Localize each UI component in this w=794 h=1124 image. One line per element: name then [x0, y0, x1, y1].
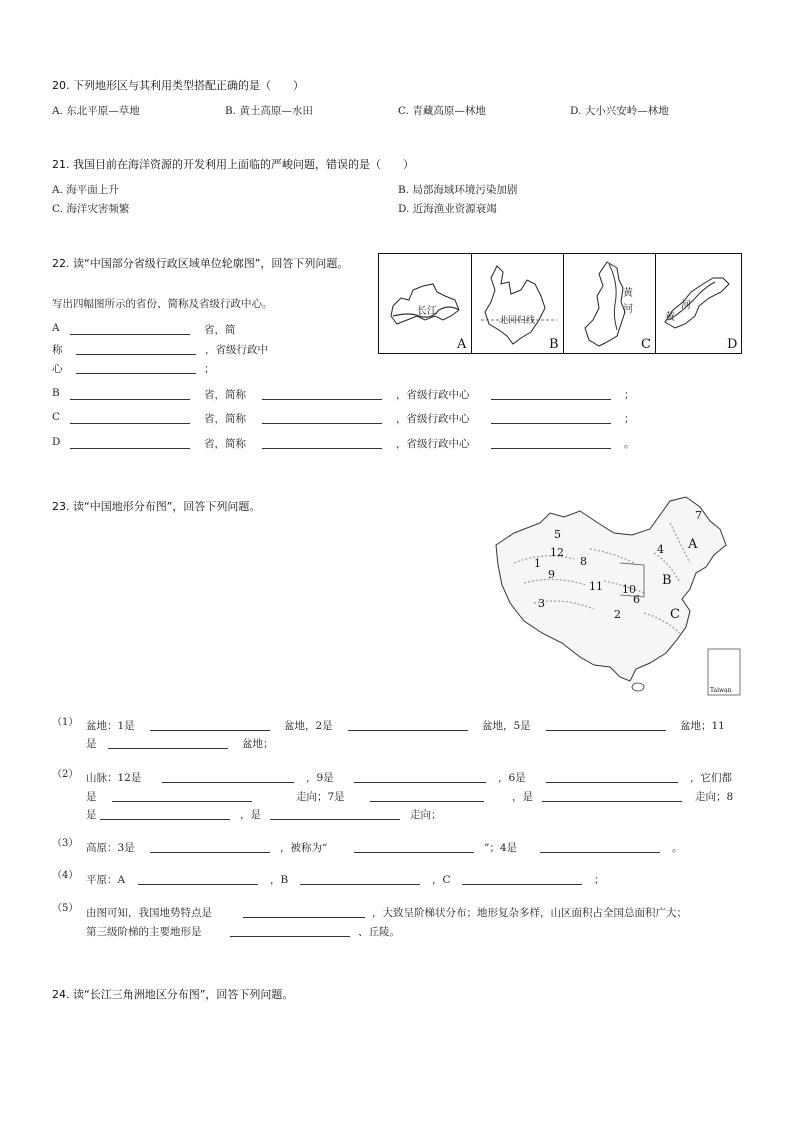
q23-p1-t6: 盆地； — [242, 738, 274, 750]
q23-p2-t4: ，它们都 — [690, 772, 732, 784]
q22-row-b-label: B — [52, 387, 60, 399]
map-a-letter: A — [457, 337, 467, 352]
q23-p2-t1: 山脉：12是 — [86, 772, 142, 784]
q23-p2-t9: 是 — [86, 809, 97, 821]
q23-p5-blank-1[interactable] — [243, 917, 365, 918]
map-number-10: 10 — [622, 583, 636, 596]
q21-option-c: C. 海洋灾害频繁 — [52, 203, 130, 215]
q22-d-province-blank[interactable] — [70, 448, 190, 449]
q23-p3-t2: ，被称为“ — [280, 842, 328, 854]
map-d-letter: D — [727, 337, 738, 352]
map-letter-a: A — [688, 537, 698, 552]
q23-p2-blank-6[interactable] — [542, 801, 682, 802]
map-b-line-label: 北回归线 — [499, 316, 536, 326]
map-letter-b: B — [662, 573, 672, 588]
q23-p2-t2: ，9是 — [306, 772, 334, 784]
q22-row-d-center: ，省级行政中心 — [396, 438, 470, 450]
q22-row-c-sheng: 省，简称 — [204, 413, 246, 425]
q22-b-province-blank[interactable] — [70, 399, 190, 400]
q23-part3-num: （3） — [52, 838, 79, 849]
map-number-9: 9 — [548, 568, 555, 581]
q24-stem: 24. 读“长江三角洲地区分布图”，回答下列问题。 — [52, 988, 294, 1001]
map-d-river-label-2: 黄 — [665, 312, 675, 323]
q23-p3-t1: 高原：3是 — [86, 842, 135, 854]
q23-p2-t8: 走向；8 — [695, 791, 734, 803]
map-number-6: 6 — [633, 593, 640, 606]
q23-p1-blank-1[interactable] — [150, 730, 270, 731]
q22-c-capital-blank[interactable] — [491, 423, 611, 424]
map-d-river-label-1: 河 — [681, 300, 691, 311]
q22-row-c-label: C — [52, 411, 61, 423]
q23-p2-t10: ，是 — [240, 809, 261, 821]
q23-p4-blank-a[interactable] — [138, 884, 258, 885]
map-number-12: 12 — [550, 546, 564, 559]
q23-p5-t4: 、丘陵。 — [358, 926, 400, 938]
q23-p2-blank-1[interactable] — [162, 782, 294, 783]
q23-p2-blank-4[interactable] — [112, 801, 252, 802]
q23-p5-t3: 第三级阶梯的主要地形是 — [86, 926, 202, 938]
q23-p3-blank-1[interactable] — [150, 852, 270, 853]
q22-row-d-end: 。 — [624, 438, 635, 450]
q23-p3-blank-3[interactable] — [540, 852, 660, 853]
q23-p2-blank-2[interactable] — [354, 782, 486, 783]
q23-p4-t1: 平原：A — [86, 874, 126, 886]
q22-b-capital-blank[interactable] — [491, 399, 611, 400]
map-panel-d — [655, 254, 741, 353]
q23-p2-t11: 走向； — [410, 809, 442, 821]
q22-d-abbr-blank[interactable] — [262, 448, 382, 449]
q22-a-abbr-blank[interactable] — [76, 354, 196, 355]
q22-row-a-label: A — [52, 322, 60, 334]
q21-option-a: A. 海平面上升 — [52, 184, 119, 196]
q23-p4-t4: ； — [594, 874, 605, 886]
q21-option-b: B. 局部海域环境污染加剧 — [398, 184, 518, 196]
q23-p1-t4: 盆地；11 — [680, 720, 725, 732]
q23-part5-num: （5） — [52, 903, 79, 914]
map-panel-c — [563, 254, 656, 353]
q23-stem: 23. 读“中国地形分布图”，回答下列问题。 — [52, 500, 261, 513]
map-number-3: 3 — [538, 597, 545, 610]
q23-p5-t2: ，大致呈阶梯状分布；地形复杂多样，山区面积占全国总面积广大； — [372, 907, 687, 919]
q23-p1-t5: 是 — [86, 738, 97, 750]
q23-p5-blank-2[interactable] — [230, 936, 350, 937]
map-number-5: 5 — [554, 528, 561, 541]
q23-p5-t1: 由图可知，我国地势特点是 — [86, 907, 212, 919]
q22-row-d-label: D — [52, 436, 61, 448]
map-taiwan-label: Taiwan — [710, 687, 732, 694]
q23-p3-t4: 。 — [672, 842, 683, 854]
map-number-11: 11 — [589, 580, 603, 593]
q23-p2-t7: ，是 — [512, 791, 533, 803]
q22-row-b-end: ； — [624, 389, 635, 401]
q21-option-d: D. 近海渔业资源衰竭 — [398, 203, 497, 215]
q22-d-capital-blank[interactable] — [491, 448, 611, 449]
q20-option-b: B. 黄土高原—水田 — [225, 105, 313, 117]
map-number-8: 8 — [580, 555, 587, 568]
q23-p1-t1: 盆地：1是 — [86, 720, 135, 732]
q22-instruction: 写出四幅图所示的省份、简称及省级行政中心。 — [52, 298, 273, 310]
q23-p2-t6: 走向；7是 — [296, 791, 345, 803]
q23-p1-blank-2[interactable] — [348, 730, 468, 731]
q22-c-abbr-blank[interactable] — [262, 423, 382, 424]
q21-stem: 21. 我国目前在海洋资源的开发利用上面临的严峻问题，错误的是（ ） — [52, 158, 414, 171]
q22-row-c-end: ； — [624, 413, 635, 425]
q22-row-a-cheng: 称 — [52, 344, 63, 356]
q23-p4-t3: ，C — [432, 874, 451, 886]
china-terrain-map — [494, 493, 742, 698]
q22-row-b-sheng: 省，简称 — [204, 389, 246, 401]
q22-b-abbr-blank[interactable] — [262, 399, 382, 400]
q23-p4-blank-b[interactable] — [300, 884, 420, 885]
q23-p2-t3: ，6是 — [498, 772, 526, 784]
q22-row-d-sheng: 省，简称 — [204, 438, 246, 450]
map-panel-a — [379, 254, 472, 353]
map-number-1: 1 — [534, 557, 541, 570]
q23-p2-blank-8[interactable] — [270, 819, 400, 820]
map-c-letter: C — [641, 337, 651, 352]
map-c-river-label-2: 河 — [623, 304, 633, 315]
q20-stem: 20. 下列地形区与其利用类型搭配正确的是（ ） — [52, 79, 304, 92]
q23-p1-t2: 盆地，2是 — [284, 720, 333, 732]
q23-part1-num: （1） — [52, 717, 79, 728]
q22-c-province-blank[interactable] — [70, 423, 190, 424]
map-b-letter: B — [549, 337, 559, 352]
q23-p2-blank-3[interactable] — [546, 782, 678, 783]
q22-a-capital-blank[interactable] — [76, 373, 196, 374]
q23-part4-num: （4） — [52, 870, 79, 881]
q22-row-a-center: ，省级行政中 — [205, 344, 268, 356]
q23-p2-t5: 是 — [86, 791, 97, 803]
q23-p1-blank-3[interactable] — [546, 730, 666, 731]
q23-part2-num: （2） — [52, 769, 79, 780]
q22-row-a-xin: 心 — [52, 363, 63, 375]
china-outline-icon — [494, 493, 742, 698]
q20-option-c: C. 青藏高原—林地 — [398, 105, 486, 117]
map-letter-c: C — [670, 607, 680, 622]
map-number-4: 4 — [657, 543, 664, 556]
q22-row-a-sheng: 省，简 — [204, 324, 236, 336]
q23-p2-blank-5[interactable] — [370, 801, 484, 802]
q22-row-c-center: ，省级行政中心 — [396, 413, 470, 425]
q22-row-b-center: ，省级行政中心 — [396, 389, 470, 401]
q23-p1-blank-4[interactable] — [108, 748, 228, 749]
q23-p3-blank-2[interactable] — [354, 852, 474, 853]
map-number-2: 2 — [614, 608, 621, 621]
map-c-river-label-1: 黄 — [623, 288, 633, 299]
map-a-river-label: 长江 — [417, 306, 437, 317]
province-outline-maps — [378, 253, 742, 354]
q22-a-province-blank[interactable] — [70, 334, 190, 335]
q23-p4-t2: ，B — [270, 874, 289, 886]
q22-stem: 22. 读“中国部分省级行政区域单位轮廓图”，回答下列问题。 — [52, 257, 349, 270]
q23-p1-t3: 盆地，5是 — [482, 720, 531, 732]
q20-option-a: A. 东北平原—草地 — [52, 105, 140, 117]
map-panel-b — [471, 254, 564, 353]
q22-row-a-end: ； — [204, 363, 215, 375]
q23-p4-blank-c[interactable] — [462, 884, 582, 885]
q23-p2-blank-7[interactable] — [100, 819, 230, 820]
q20-option-d: D. 大小兴安岭—林地 — [570, 105, 669, 117]
q23-p3-t3: ”；4是 — [484, 842, 518, 854]
map-number-7: 7 — [695, 509, 702, 522]
